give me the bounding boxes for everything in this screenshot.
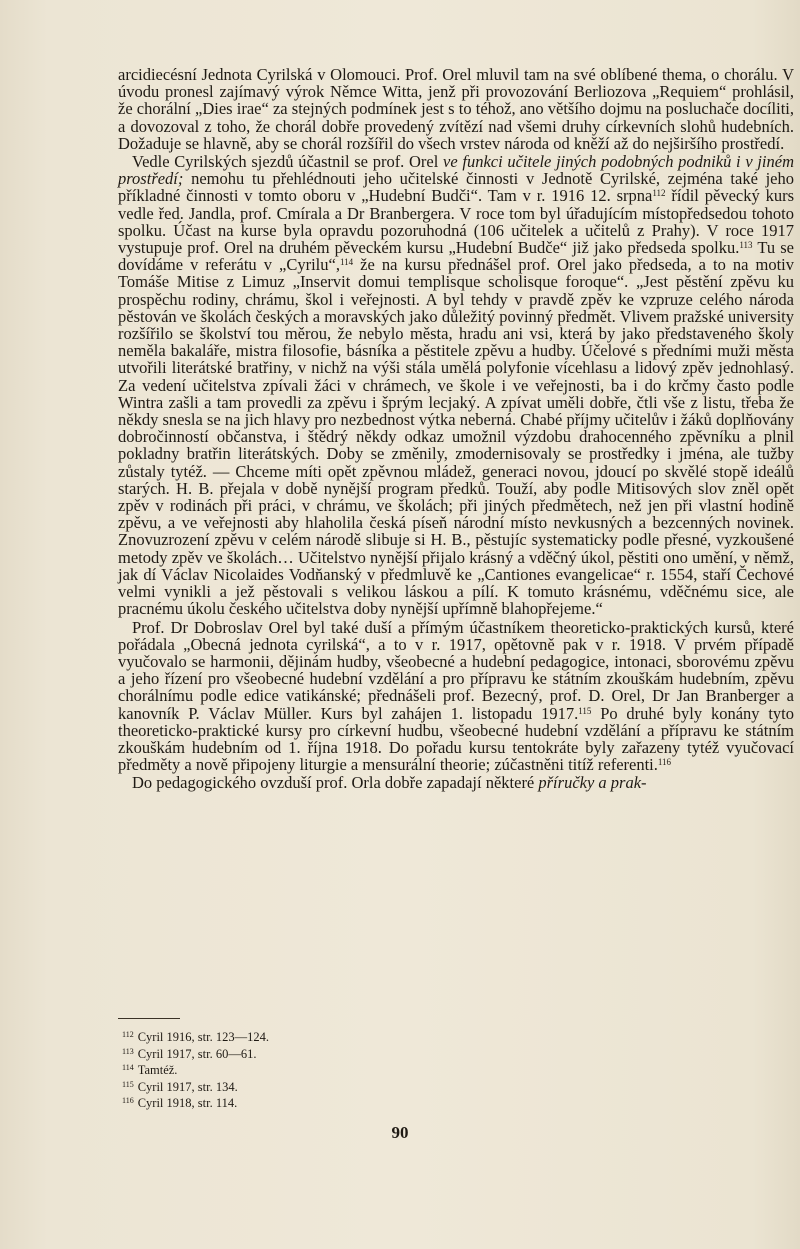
paragraph-1 — [118, 66, 794, 152]
paragraph-4-italic: příručky a prak- — [538, 773, 647, 793]
footnote-text: Cyril 1917, str. 134. — [137, 1079, 238, 1094]
footnote-114 — [122, 1061, 522, 1078]
footnotes — [122, 1028, 522, 1111]
footnote-115 — [122, 1078, 522, 1095]
footnote-number: 112 — [122, 1030, 134, 1039]
footnote-number: 116 — [122, 1096, 134, 1106]
paragraph-3-part-a: Prof. Dr Dobroslav Orel byl také duší a přímým účastníkem theoreticko-praktických kursů, které pořádala „Obecná jednota cyrilská“, a to v r. 1917, opětovně pak v r. 1918. V prvém případě vyučovalo se harmonii, dějinám hudby, všeobecné a hudební pedagogice, intonaci, sborovému zpěvu a jeho řízení pro všeobecné hudební vzdělání a pro přípravu ke státním zkouškám hudebním, zpěvu chorálnímu podle edice vatikánské; přednášeli prof. Bezecný, prof. D. Orel, Dr Jan Branberger a kanovník P. Václav Müller. Kurs byl zahájen 1. listopadu 1917. — [118, 617, 794, 723]
footnote-113 — [122, 1045, 522, 1062]
paragraph-3 — [118, 619, 794, 774]
footnote-ref-115: 115 — [578, 705, 592, 716]
paragraph-2-italic: ve funkci učitele jiných podobných podniků i v jiném prostředí; — [118, 152, 794, 189]
footnote-ref-112: 112 — [652, 188, 666, 199]
paragraph-2 — [118, 153, 794, 617]
footnote-ref-114: 114 — [339, 257, 354, 268]
footnote-text: Tamtéž. — [137, 1063, 178, 1078]
paragraph-2-part-a: nemohu tu přehlédnouti jeho učitelské činnosti v Jednotě Cyrilské, zejména také jeho příkladné činnosti v tomto oboru v „Hudební Budči“. Tam v r. 1916 12. srpna — [118, 169, 794, 206]
paragraph-1-text: arcidiecésní Jednota Cyrilská v Olomouci. Prof. Orel mluvil tam na své oblíbené thema, o chorálu. V úvodu pronesl zajímavý výrok Němce Witta, jenž při provozování Berliozova „Requiem“ prohlásil, že chorální „Dies irae“ za stejných podmínek jest s to téhož, ano většího dojmu na posluchače docíliti, a dovozoval z toho, že chorál dobře provedený zvítězí nad všemi druhy církevních slohů hudebních. Dožaduje se hlavně, aby se chorál rozšířil do všech vrstev národa od kněží až do nejširšího prostředí. — [118, 65, 794, 153]
main-text — [118, 66, 794, 792]
footnote-number: 114 — [122, 1063, 134, 1073]
footnote-text: Cyril 1918, str. 114. — [137, 1096, 238, 1111]
paragraph-2-part-c: Tu se dovídáme v referátu v „Cyrilu“, — [118, 238, 795, 275]
footnote-text: Cyril 1916, str. 123—124. — [137, 1030, 269, 1044]
paragraph-2-intro: Vedle Cyrilských sjezdů účastnil se prof. Orel — [132, 152, 444, 172]
paragraph-4-intro: Do pedagogického ovzduší prof. Orla dobře zapadají některé — [132, 773, 539, 793]
footnote-112 — [122, 1028, 522, 1045]
footnote-116 — [122, 1094, 522, 1111]
footnote-text: Cyril 1917, str. 60—61. — [137, 1046, 257, 1061]
footnote-ref-113: 113 — [739, 240, 753, 251]
paragraph-4 — [118, 774, 794, 791]
footnote-ref-116: 116 — [657, 757, 672, 768]
paragraph-3-part-b: Po druhé byly konány tyto theoreticko-praktické kursy pro církevní hudbu, všeobecné hudební vzdělání a přípravu ke státním zkouškám hudebním od 1. října 1918. Do pořadu kursu tentokráte byly zařazeny tytéž vyučovací předměty a nově připojeny liturgie a mensurální theorie; zúčastněni titíž referenti. — [118, 703, 794, 775]
footnote-number: 113 — [122, 1046, 134, 1056]
page-number: 90 — [391, 1123, 409, 1142]
paragraph-2-part-d: že na kursu přednášel prof. Orel jako předseda, a to na motiv Tomáše Mitise z Limuz „Inservit domui templisque scholisque foroque“. „Jest pěstění zpěvu ku prospěchu rodiny, chrámu, škol i veřejnosti. A byl tehdy v pravdě zpěv ke vzpruze celého národa pěstován ve školách českých a moravských jako důležitý povinný předmět. Vlivem pražské university rozšířilo se školství tou měrou, že nebylo města, hradu ani vsi, která by jako představeného školy neměla bakaláře, mistra filosofie, básníka a pěstitele zpěvu a hudby. Účelové s předními muži města utvořili literátské bratřiny, v nichž na výši stála umělá polyfonie vícehlasu a lidový zpěv jednohlasý. Za vedení učitelstva zpívali žáci v chrámech, ve škole i ve veřejnosti, ba i do krčmy často podle Wintra zašli a tam provedli za zpěvu i šprým lecjaký. A zpívat uměli dobře, čtli vše z listu, třeba že někdy snesla se na jich hlavy pro nezbednost výtka neberná. Chabé příjmy učitelův i žáků doplňovány dobročinností občanstva, i štědrý někdy odkaz umožnil výzdobu drahocenného zpěvníku a plnil pokladny bratřin literátských. Doby se změnily, zmodernisovaly se prostředky i jména, ale tužby zůstaly tytéž. — Chceme míti opět zpěvnou mládež, generaci novou, jdoucí po skvělé stopě ideálů starých. H. B. přejala v době nynější program předků. Touží, aby podle Mitisových slov zněl opět zpěv v rodinách při práci, v chrámu, ve školách; při jiných předmětech, než jen při vlastní hodině zpěvu, a ve veřejnosti aby hlaholila česká píseň národní místo nevkusných a bezcenných novinek. Znovuzrození zpěvu v celém národě slibuje si H. B., pěstujíc systematicky podle přesné, vyzkoušené metody zpěv ve školách… Učitelstvo nynější přijalo krásný a vděčný úkol, pěstiti ono umění, v němž, jak dí Václav Nicolaides Vodňanský v předmluvě ke „Cantiones evangelicae“ r. 1554, staří Čechové velmi vynikli a jež pěstovali s velikou láskou a pílí. K tomuto krásnému, vděčnému sice, ale pracnému úkolu českého učitelstva doby nynější upřímně blahopřejeme.“ — [118, 255, 795, 619]
footnote-divider — [118, 1018, 180, 1019]
paragraph-2-part-b: řídil pěvecký kurs vedle řed. Jandla, prof. Cmírala a Dr Branbergera. V roce tom byl úřadujícím místopředsedou tohoto spolku. Účast na kurse byla opravdu pozoruhodná (106 učitelek a učitelů z Prahy). V roce 1917 vystupuje prof. Orel na druhém pěveckém kursu „Hudební Budče“ již jako předseda spolku. — [118, 186, 794, 258]
footnote-number: 115 — [122, 1079, 134, 1089]
